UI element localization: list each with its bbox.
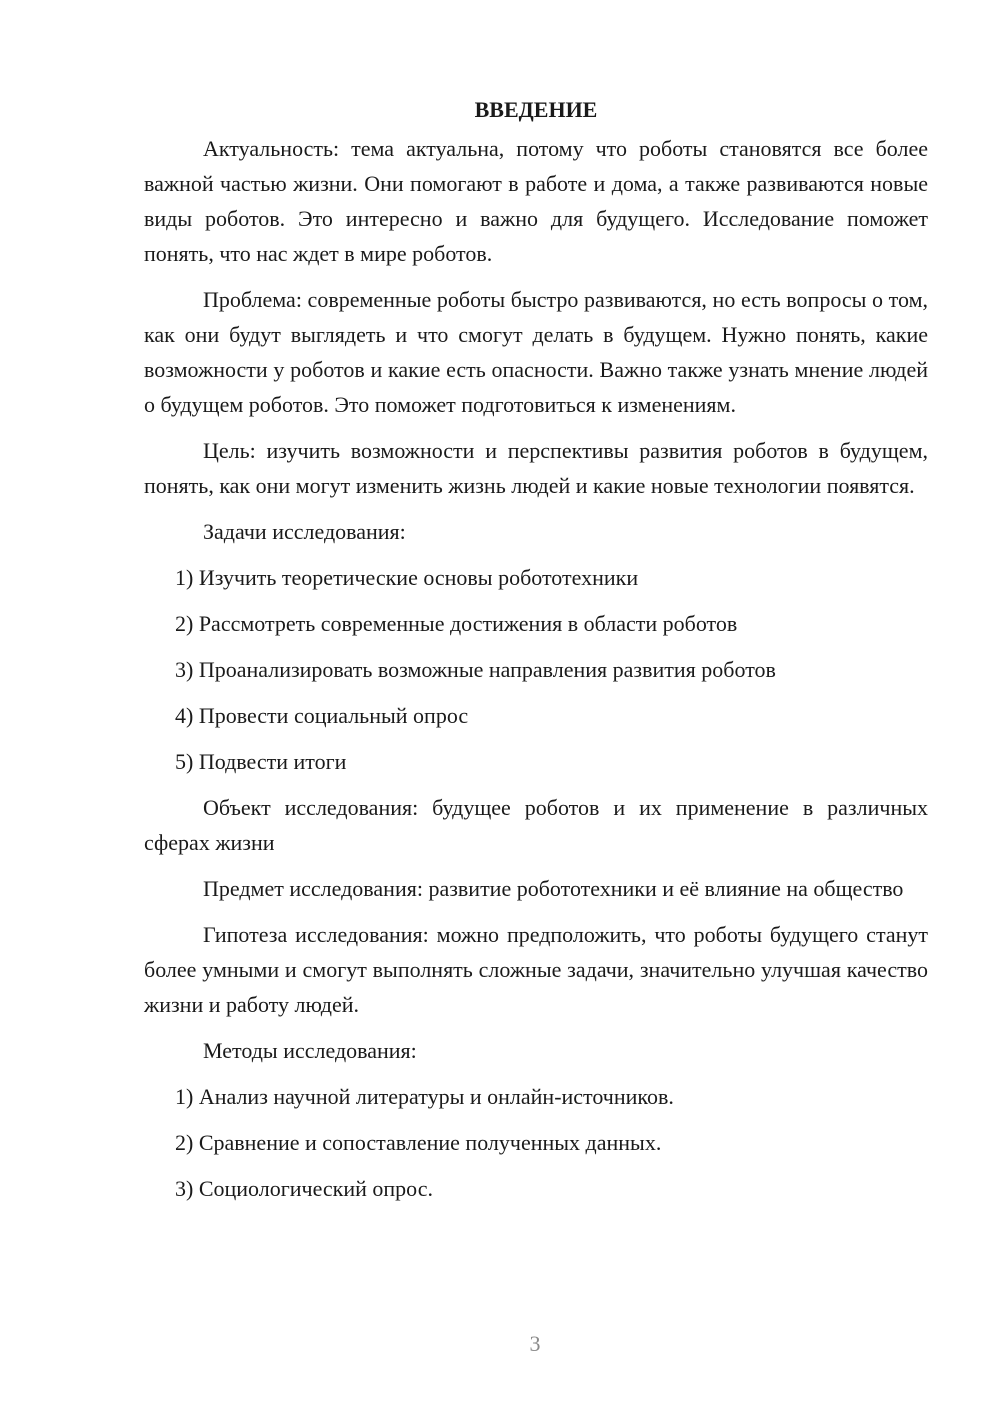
paragraph-hypothesis: Гипотеза исследования: можно предположить, что роботы будущего станут более умными и смогут выполнять сложные задачи, значительно улучшая качество жизни и работу людей. [144, 922, 928, 1017]
paragraph-subject: Предмет исследования: развитие робототехники и её влияние на общество [203, 876, 904, 901]
tasks-list [144, 560, 928, 779]
tasks-label: Задачи исследования: [203, 519, 406, 544]
methods-list [144, 1079, 928, 1206]
page-number: 3 [529, 1331, 541, 1356]
list-item: 1) Изучить теоретические основы робототехники [175, 565, 639, 590]
list-item: 5) Подвести итоги [175, 749, 347, 774]
paragraph-goal: Цель: изучить возможности и перспективы развития роботов в будущем, понять, как они могут изменить жизнь людей и какие новые технологии появятся. [144, 438, 928, 498]
list-item: 2) Рассмотреть современные достижения в области роботов [175, 611, 738, 636]
list-item: 2) Сравнение и сопоставление полученных данных. [175, 1130, 662, 1155]
paragraph-relevance: Актуальность: тема актуальна, потому что роботы становятся все более важной частью жизни. Они помогают в работе и дома, а также развиваются новые виды роботов. Это интересно и важно для будущего. Исследование поможет понять, что нас ждет в мире роботов. [144, 136, 928, 266]
paragraph-problem: Проблема: современные роботы быстро развиваются, но есть вопросы о том, как они будут выглядеть и что смогут делать в будущем. Нужно понять, какие возможности у роботов и какие есть опасности. Важно также узнать мнение людей о будущем роботов. Это поможет подготовиться к изменениям. [144, 287, 928, 417]
list-item: 3) Проанализировать возможные направления развития роботов [175, 657, 776, 682]
page-content [144, 92, 928, 1217]
page-title: ВВЕДЕНИЕ [474, 97, 598, 122]
methods-label: Методы исследования: [203, 1038, 417, 1063]
list-item: 3) Социологический опрос. [175, 1176, 433, 1201]
list-item: 1) Анализ научной литературы и онлайн-источников. [175, 1084, 674, 1109]
paragraph-object: Объект исследования: будущее роботов и их применение в различных сферах жизни [144, 795, 928, 855]
list-item: 4) Провести социальный опрос [175, 703, 469, 728]
